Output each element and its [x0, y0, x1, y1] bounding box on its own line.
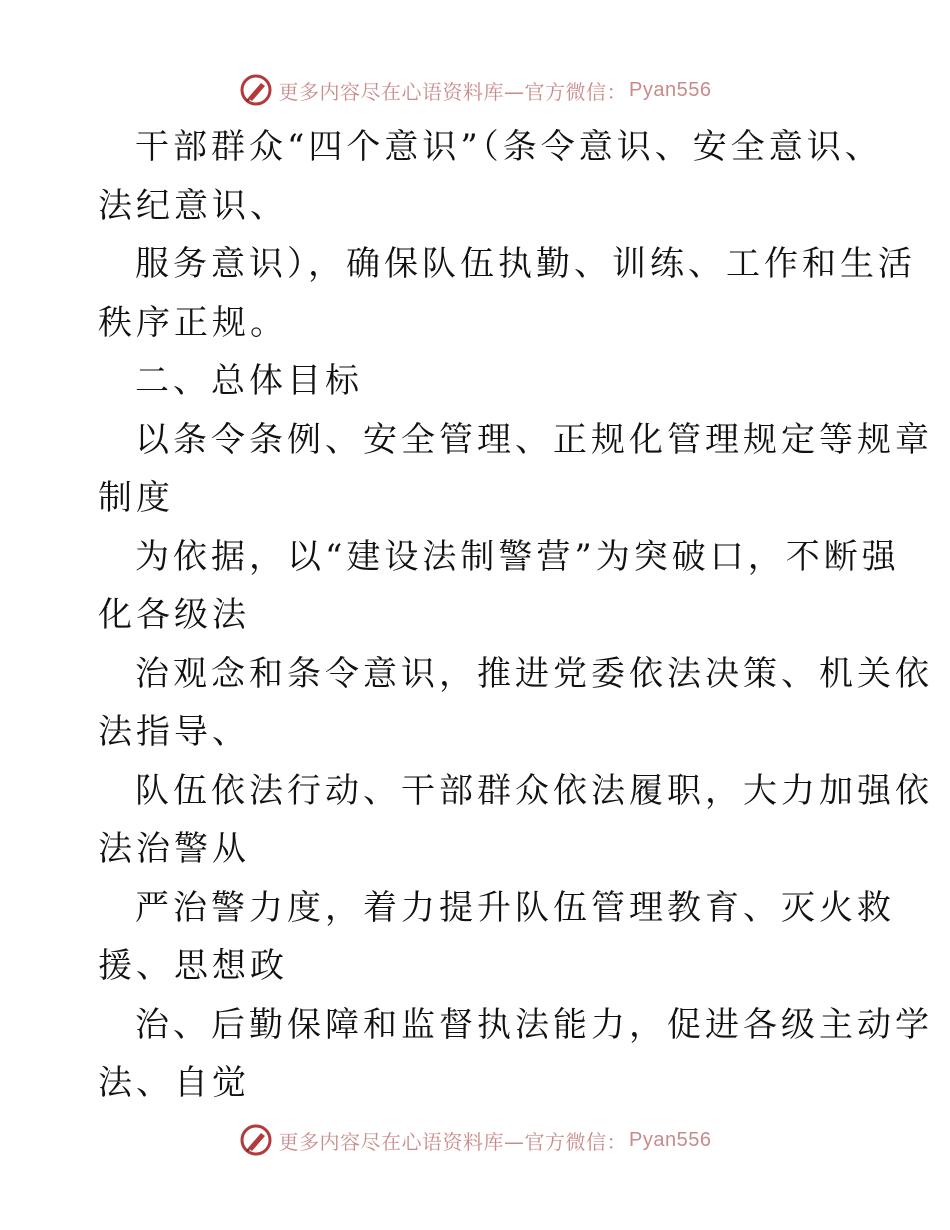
- text-line: 服务意识），确保队伍执勤、训练、工作和生活: [135, 244, 916, 284]
- text-line: 法、自觉: [98, 1063, 250, 1103]
- watermark-handle: Pyan556: [629, 78, 712, 101]
- text-line: 秩序正规。: [98, 302, 288, 343]
- watermark-footer: [0, 1122, 950, 1158]
- text-line: 治观念和条令意识，推进党委依法决策、机关依: [135, 653, 933, 694]
- text-line: 为依据，以“建设法制警营”为突破口，不断强: [135, 536, 900, 577]
- pen-logo-icon: [239, 73, 273, 107]
- watermark-handle: Pyan556: [629, 1128, 712, 1151]
- watermark-text: 更多内容尽在心语资料库—官方微信：: [278, 79, 628, 104]
- text-line: 以条令条例、安全管理、正规化管理规定等规章: [135, 419, 933, 460]
- text-line: 干部群众“四个意识”（条令意识、安全意识、: [135, 127, 883, 167]
- text-line: 制度: [98, 478, 174, 518]
- text-line: 化各级法: [98, 595, 250, 635]
- watermark-header: [0, 72, 950, 108]
- pen-logo-icon: [239, 1123, 273, 1157]
- watermark-text: 更多内容尽在心语资料库—官方微信：: [278, 1129, 628, 1154]
- text-line: 援、思想政: [98, 946, 288, 986]
- text-line: 队伍依法行动、干部群众依法履职，大力加强依: [135, 770, 933, 811]
- section-heading: 二、总体目标: [135, 361, 363, 401]
- text-line: 严治警力度，着力提升队伍管理教育、灭火救: [135, 887, 895, 928]
- document-body: [98, 118, 933, 1113]
- text-line: 治、后勤保障和监督执法能力，促进各级主动学: [135, 1004, 933, 1045]
- text-line: 法指导、: [98, 712, 250, 752]
- text-line: 法治警从: [98, 829, 250, 869]
- text-line: 法纪意识、: [98, 185, 288, 226]
